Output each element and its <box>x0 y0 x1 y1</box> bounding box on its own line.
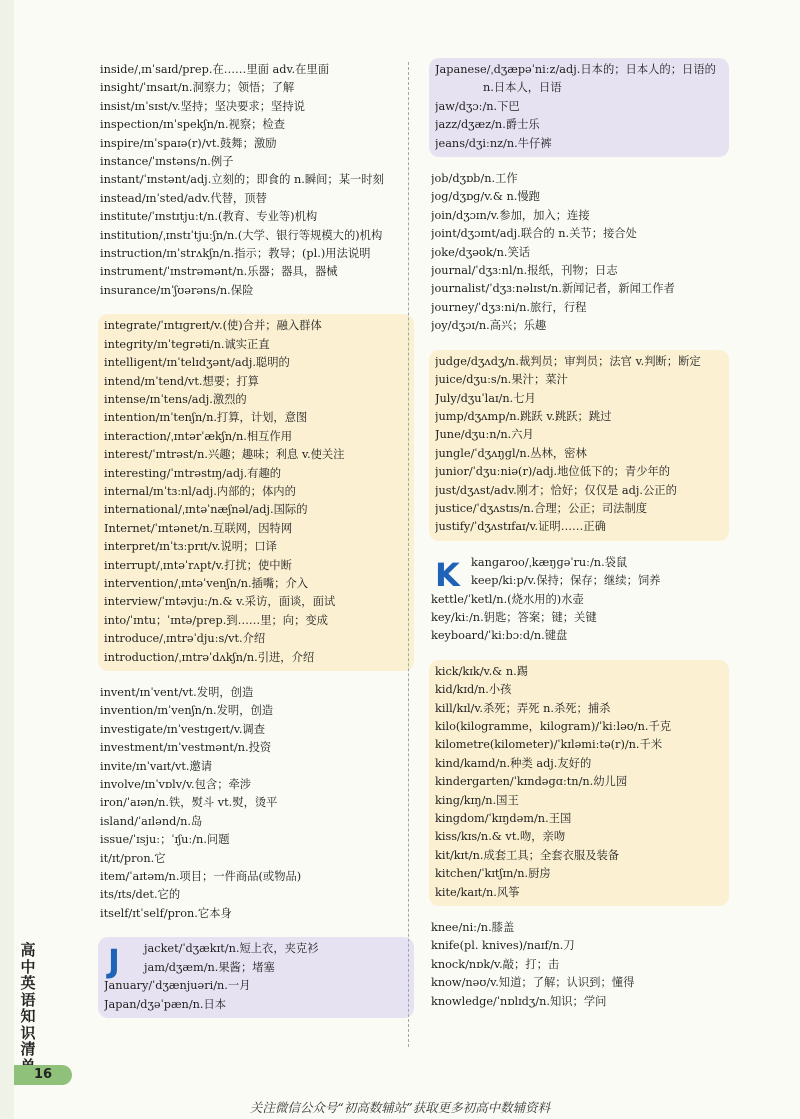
word-group <box>429 660 729 906</box>
vocab-entry: July/dʒuˈlaɪ/n.七月 <box>435 391 536 405</box>
vocab-entry: international/ˌɪntəˈnæʃnəl/adj.国际的 <box>104 503 308 517</box>
vocab-entry: n.日本人，日语 <box>483 81 562 95</box>
side-label: 高 中 英 语 知 识 清 <box>20 941 36 1058</box>
vocab-entry: item/ˈaɪtəm/n.项目；一件商品(或物品) <box>100 870 302 884</box>
word-group <box>98 314 414 671</box>
vocab-entry: journey/ˈdʒɜːni/n.旅行，行程 <box>431 300 587 314</box>
vocab-entry: keep/kiːp/v.保持；保存；继续；饲养 <box>471 574 661 588</box>
vocab-entry: kettle/ˈketl/n.(烧水用的)水壶 <box>431 592 584 606</box>
vocab-entry: integrate/ˈɪntɪɡreɪt/v.(使)合并；融入群体 <box>104 319 322 333</box>
right-column <box>429 58 729 1025</box>
vocab-entry: jaw/dʒɔː/n.下巴 <box>435 99 520 113</box>
vocab-entry: just/dʒʌst/adv.刚才；恰好；仅仅是 adj.公正的 <box>435 483 677 497</box>
vocab-entry: kangaroo/ˌkæŋɡəˈruː/n.袋鼠 <box>471 555 628 569</box>
vocab-entry: Japanese/ˌdʒæpəˈniːz/adj.日本的；日本人的；日语的 <box>435 63 716 76</box>
vocab-entry: interpret/ɪnˈtɜːprɪt/v.说明；口译 <box>104 540 277 554</box>
vocab-entry: intelligent/ɪnˈtelɪdʒənt/adj.聪明的 <box>104 356 290 370</box>
vocab-entry: keyboard/ˈkiːbɔːd/n.键盘 <box>431 629 568 643</box>
vocab-entry: institution/ˌɪnstɪˈtjuːʃn/n.(大学、银行等规模大的)机构 <box>100 228 383 242</box>
vocab-entry: involve/ɪnˈvɒlv/v.包含；牵涉 <box>100 778 252 792</box>
vocab-entry: instrument/ˈɪnstrəmənt/n.乐器；器具，器械 <box>100 265 338 279</box>
vocab-entry: jungle/ˈdʒʌŋɡl/n.丛林，密林 <box>435 446 587 460</box>
vocab-entry: join/dʒɔɪn/v.参加，加入；连接 <box>431 208 590 222</box>
vocab-entry: inspection/ɪnˈspekʃn/n.视察；检查 <box>100 118 286 132</box>
vocab-entry: journalist/ˈdʒɜːnəlɪst/n.新闻记者，新闻工作者 <box>431 282 675 296</box>
vocab-entry: kit/kɪt/n.成套工具；全套衣服及装备 <box>435 848 620 862</box>
vocab-entry: intervention/ˌɪntəˈvenʃn/n.插嘴；介入 <box>104 576 309 590</box>
word-group <box>98 937 414 1018</box>
vocab-entry: kilometre(kilometer)/ˈkɪləmiːtə(r)/n.千米 <box>435 738 663 752</box>
vocab-entry: juice/dʒuːs/n.果汁；菜汁 <box>435 373 568 387</box>
vocab-entry: instance/ˈɪnstəns/n.例子 <box>100 155 234 169</box>
vocab-entry: jazz/dʒæz/n.爵士乐 <box>435 118 540 132</box>
vocab-entry: justify/ˈdʒʌstɪfaɪ/v.证明……正确 <box>435 520 606 534</box>
vocab-entry: interest/ˈɪntrəst/n.兴趣；趣味；利息 v.使关注 <box>104 448 345 462</box>
vocab-entry: invent/ɪnˈvent/vt.发明，创造 <box>100 686 254 699</box>
vocab-entry: job/dʒɒb/n.工作 <box>431 172 518 186</box>
vocab-entry: kick/kɪk/v.& n.踢 <box>435 664 528 678</box>
vocab-entry: jeans/dʒiːnz/n.牛仔裤 <box>435 136 552 150</box>
vocab-entry: it/ɪt/pron.它 <box>100 851 166 865</box>
vocab-entry: knife(pl. knives)/naɪf/n.刀 <box>431 939 575 953</box>
vocab-entry: kingdom/ˈkɪŋdəm/n.王国 <box>435 812 572 826</box>
vocab-entry: joint/dʒɔɪnt/adj.联合的 n.关节；接合处 <box>431 227 637 241</box>
vocab-entry: investment/ɪnˈvestmənt/n.投资 <box>100 741 272 755</box>
word-group <box>98 681 414 927</box>
vocab-entry: knock/nɒk/v.敲；打；击 <box>431 957 560 971</box>
left-column <box>98 58 414 1028</box>
vocab-entry: interesting/ˈɪntrəstɪŋ/adj.有趣的 <box>104 466 282 480</box>
vocab-entry: kitchen/ˈkɪtʃɪn/n.厨房 <box>435 867 551 881</box>
vocab-entry: instant/ˈɪnstənt/adj.立刻的；即食的 n.瞬间；某一时刻 <box>100 173 384 187</box>
vocab-entry: jump/dʒʌmp/n.跳跃 v.跳跃；跳过 <box>435 409 612 423</box>
vocab-entry: king/kɪŋ/n.国王 <box>435 793 519 807</box>
vocab-entry: insight/ˈɪnsaɪt/n.洞察力；领悟；了解 <box>100 81 295 95</box>
vocab-entry: jacket/ˈdʒækɪt/n.短上衣，夹克衫 <box>144 942 319 956</box>
vocab-entry: iron/ˈaɪən/n.铁，熨斗 vt.熨，烫平 <box>100 796 278 810</box>
vocab-entry: invention/ɪnˈvenʃn/n.发明，创造 <box>100 704 274 718</box>
vocab-entry: kiss/kɪs/n.& vt.吻，亲吻 <box>435 830 566 844</box>
vocab-entry: intend/ɪnˈtend/vt.想要；打算 <box>104 374 259 388</box>
vocab-entry: island/ˈaɪlənd/n.岛 <box>100 814 203 828</box>
vocab-entry: inspire/ɪnˈspaɪə(r)/vt.鼓舞；激励 <box>100 136 277 150</box>
vocab-entry: knee/niː/n.膝盖 <box>431 921 515 935</box>
section-letter: J <box>108 942 120 981</box>
word-group <box>429 167 729 340</box>
vocab-entry: issue/ˈɪsjuː；ˈɪʃuː/n.问题 <box>100 833 230 847</box>
vocab-entry: internal/ɪnˈtɜːnl/adj.内部的；体内的 <box>104 484 296 498</box>
vocab-entry: insurance/ɪnˈʃʊərəns/n.保险 <box>100 283 254 297</box>
vocab-entry: junior/ˈdʒuːniə(r)/adj.地位低下的；青少年的 <box>435 465 671 479</box>
vocab-entry: interview/ˈɪntəvjuː/n.& v.采访，面谈，面试 <box>104 595 336 609</box>
letter-section-header <box>431 554 723 594</box>
vocab-entry: itself/ɪtˈself/pron.它本身 <box>100 906 232 920</box>
vocab-entry: interrupt/ˌɪntəˈrʌpt/v.打扰；使中断 <box>104 558 292 572</box>
page-edge-stripe <box>0 0 14 1119</box>
vocab-entry: joke/dʒəʊk/n.笑话 <box>431 245 531 259</box>
vocab-entry: kindergarten/ˈkɪndəɡɑːtn/n.幼儿园 <box>435 775 628 789</box>
vocab-entry: jam/dʒæm/n.果酱；堵塞 <box>144 960 275 974</box>
vocab-entry: invite/ɪnˈvaɪt/vt.邀请 <box>100 759 213 773</box>
vocab-entry: kid/kɪd/n.小孩 <box>435 683 512 697</box>
vocab-entry: kill/kɪl/v.杀死；弄死 n.杀死；捕杀 <box>435 701 611 715</box>
footer-note: 关注微信公众号“初高数辅站”获取更多初高中数辅资料 <box>249 1100 551 1115</box>
vocab-entry: January/ˈdʒænjuəri/n.一月 <box>104 979 251 993</box>
vocab-entry: justice/ˈdʒʌstɪs/n.合理；公正；司法制度 <box>435 501 648 515</box>
vocab-entry: Internet/ˈɪntənet/n.互联网，因特网 <box>104 521 293 535</box>
word-group <box>98 58 414 304</box>
vocab-entry: judge/dʒʌdʒ/n.裁判员；审判员；法官 v.判断；断定 <box>435 354 701 368</box>
vocab-entry: inside/ˌɪnˈsaɪd/prep.在……里面 adv.在里面 <box>100 63 330 76</box>
vocab-entry: interaction/ˌɪntərˈækʃn/n.相互作用 <box>104 429 293 443</box>
vocab-entry: know/nəʊ/v.知道；了解；认识到；懂得 <box>431 976 635 990</box>
vocab-entry: introduction/ˌɪntrəˈdʌkʃn/n.引进，介绍 <box>104 650 315 664</box>
vocab-entry: institute/ˈɪnstɪtjuːt/n.(教育、专业等)机构 <box>100 210 318 224</box>
word-group <box>429 58 729 157</box>
vocab-entry: June/dʒuːn/n.六月 <box>435 428 534 442</box>
vocab-entry: investigate/ɪnˈvestɪɡeɪt/v.调查 <box>100 722 266 736</box>
letter-section-header <box>104 940 408 981</box>
word-group <box>429 551 729 650</box>
vocab-entry: knowledge/ˈnɒlɪdʒ/n.知识；学问 <box>431 994 607 1008</box>
vocab-entry: journal/ˈdʒɜːnl/n.报纸，刊物；日志 <box>431 264 618 278</box>
vocab-entry: kind/kaɪnd/n.种类 adj.友好的 <box>435 756 592 770</box>
vocab-entry: its/ɪts/det.它的 <box>100 888 181 902</box>
vocab-entry: Japan/dʒəˈpæn/n.日本 <box>104 997 227 1011</box>
vocab-entry: jog/dʒɒɡ/v.& n.慢跑 <box>431 190 540 204</box>
vocab-entry: introduce/ˌɪntrəˈdjuːs/vt.介绍 <box>104 632 266 646</box>
vocab-entry: instruction/ɪnˈstrʌkʃn/n.指示；教导；(pl.)用法说明 <box>100 247 371 261</box>
column-divider <box>408 62 409 1047</box>
vocab-entry: into/ˈɪntu；ˈɪntə/prep.到……里；向；变成 <box>104 613 328 627</box>
vocab-entry: integrity/ɪnˈteɡrəti/n.诚实正直 <box>104 337 270 351</box>
vocab-entry: key/kiː/n.钥匙；答案；键；关键 <box>431 610 597 624</box>
vocab-entry: kilo(kilogramme，kilogram)/ˈkiːləʊ/n.千克 <box>435 720 672 733</box>
vocab-entry: insist/ɪnˈsɪst/v.坚持；坚决要求；坚持说 <box>100 99 305 113</box>
vocab-entry: intention/ɪnˈtenʃn/n.打算，计划，意图 <box>104 411 308 425</box>
section-letter: K <box>435 555 460 594</box>
vocab-entry: intense/ɪnˈtens/adj.激烈的 <box>104 392 247 406</box>
vocab-entry: joy/dʒɔɪ/n.高兴；乐趣 <box>431 319 547 333</box>
word-group <box>429 916 729 1015</box>
vocab-entry: instead/ɪnˈsted/adv.代替，顶替 <box>100 191 267 205</box>
word-group <box>429 350 729 541</box>
vocab-entry: kite/kaɪt/n.风筝 <box>435 885 520 899</box>
page-number: 16 <box>14 1065 72 1085</box>
